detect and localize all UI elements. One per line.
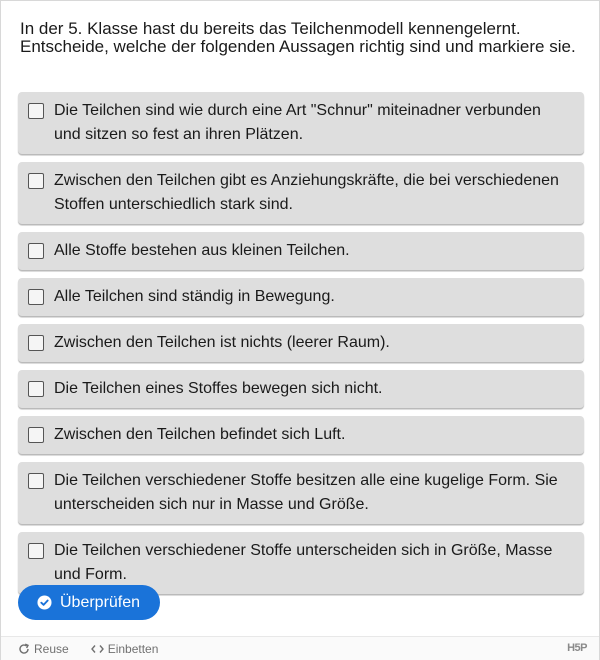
answer-text: Die Teilchen verschiedener Stoffe besitzen alle eine kugelige Form. Sie unterscheiden sich nur in Masse und Größe. xyxy=(54,472,558,513)
check-button[interactable] xyxy=(18,585,160,620)
answer-text: Alle Stoffe bestehen aus kleinen Teilchen. xyxy=(54,242,350,259)
answer-text: Die Teilchen sind wie durch eine Art "Schnur" miteinadner verbunden und sitzen so fest an ihren Plätzen. xyxy=(54,102,541,143)
question-text: In der 5. Klasse hast du bereits das Teilchenmodell kennengelernt. Entscheide, welche der folgenden Aussagen richtig sind und markiere sie. xyxy=(20,19,576,56)
answer-text: Die Teilchen eines Stoffes bewegen sich nicht. xyxy=(54,380,383,397)
answer-option[interactable] xyxy=(18,278,584,316)
check-button-label: Überprüfen xyxy=(60,593,141,611)
check-circle-icon xyxy=(37,595,52,610)
checkbox[interactable] xyxy=(28,335,44,351)
code-icon xyxy=(91,644,104,654)
checkbox[interactable] xyxy=(28,473,44,489)
answer-text: Zwischen den Teilchen befindet sich Luft. xyxy=(54,426,346,443)
answer-list xyxy=(18,92,584,602)
checkbox[interactable] xyxy=(28,243,44,259)
answer-option[interactable] xyxy=(18,324,584,362)
embed-button[interactable] xyxy=(91,642,159,656)
answer-option[interactable] xyxy=(18,416,584,454)
reuse-button[interactable] xyxy=(18,642,69,656)
checkbox[interactable] xyxy=(28,173,44,189)
answer-option[interactable] xyxy=(18,370,584,408)
checkbox[interactable] xyxy=(28,381,44,397)
answer-option[interactable] xyxy=(18,232,584,270)
h5p-logo: H5P xyxy=(567,642,587,654)
answer-text: Alle Teilchen sind ständig in Bewegung. xyxy=(54,288,335,305)
checkbox[interactable] xyxy=(28,289,44,305)
reuse-icon xyxy=(18,643,30,655)
answer-option[interactable] xyxy=(18,92,584,154)
answer-text: Zwischen den Teilchen ist nichts (leerer Raum). xyxy=(54,334,390,351)
answer-option[interactable] xyxy=(18,162,584,224)
reuse-label: Reuse xyxy=(34,641,69,656)
embed-label: Einbetten xyxy=(107,641,159,656)
checkbox[interactable] xyxy=(28,103,44,119)
checkbox[interactable] xyxy=(28,543,44,559)
checkbox[interactable] xyxy=(28,427,44,443)
answer-text: Zwischen den Teilchen gibt es Anziehungskräfte, die bei verschiedenen Stoffen unterschiedlich stark sind. xyxy=(54,172,559,213)
answer-option[interactable] xyxy=(18,462,584,524)
answer-text: Die Teilchen verschiedener Stoffe unterscheiden sich in Größe, Masse und Form. xyxy=(54,542,553,583)
footer-bar xyxy=(1,636,599,660)
